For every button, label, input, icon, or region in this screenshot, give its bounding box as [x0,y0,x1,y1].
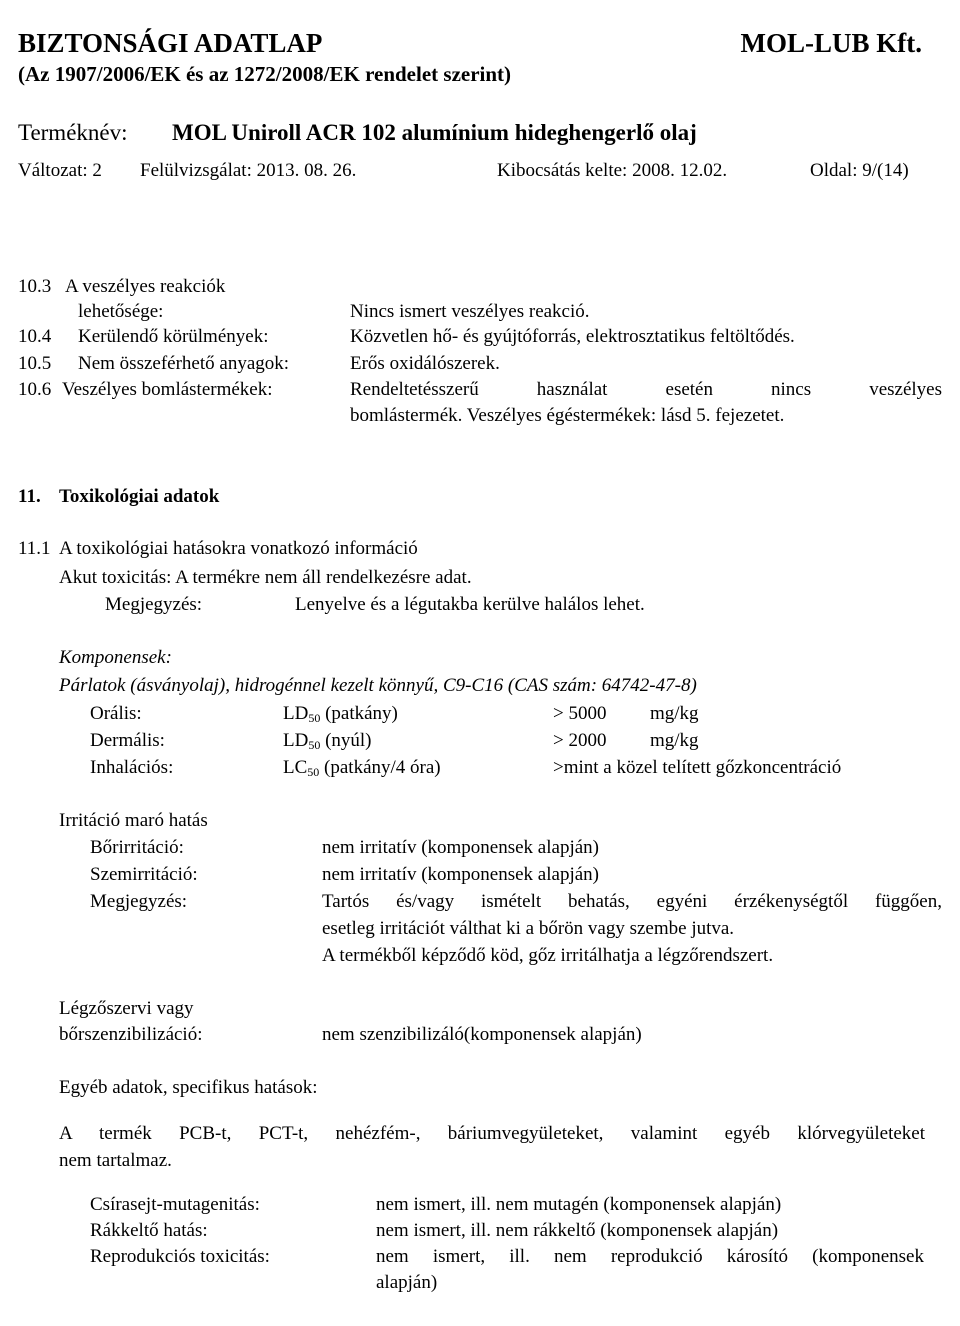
components-label: Komponensek: [59,647,172,668]
tox-value: > 5000 [553,703,607,724]
route-label: Inhalációs: [90,757,174,778]
mutagenicity-value: nem ismert, ill. nem mutagén (komponensek alapján) [376,1194,782,1215]
item-number: 10.6 [18,379,52,400]
item-value: bomlástermék. Veszélyes égéstermékek: lásd 5. fejezetet. [350,405,785,426]
tox-unit: mg/kg [650,703,699,724]
subsection-number: 11.1 [18,538,51,559]
section-title: Toxikológiai adatok [59,486,220,507]
reproductive-toxicity-value: alapján) [376,1272,438,1293]
item-label: Nem összeférhető anyagok: [78,353,290,374]
irritation-note: A termékből képződő köd, gőz irritálhatja a légzőrendszert. [322,945,774,966]
company-name: MOL-LUB Kft. [740,28,922,58]
section-number: 11. [18,486,41,507]
route-label: Orális: [90,703,142,724]
reproductive-toxicity-value: nem ismert, ill. nem reprodukció károsító (komponensek [376,1246,924,1267]
item-number: 10.5 [18,353,52,374]
skin-irritation-value: nem irritatív (komponensek alapján) [322,837,599,858]
irritation-title: Irritáció maró hatás [59,810,208,831]
issue-date: Kibocsátás kelte: 2008. 12.02. [497,160,728,181]
mutagenicity-label: Csírasejt-mutagenitás: [90,1194,260,1215]
test-type: $LD_{50}$ (nyúl) [283,730,372,752]
eye-irritation-label: Szemirritáció: [90,864,198,885]
item-number: 10.4 [18,326,52,347]
other-data-text: A termék PCB-t, PCT-t, nehézfém-, báriumvegyületeket, valamint egyéb klórvegyületeket [59,1123,925,1144]
irritation-note-label: Megjegyzés: [90,891,188,912]
other-data-title: Egyéb adatok, specifikus hatások: [59,1077,318,1098]
component-name: Párlatok (ásványolaj), hidrogénnel kezelt könnyű, C9-C16 (CAS szám: 64742-47-8) [59,675,697,696]
item-value: Erős oxidálószerek. [350,353,500,374]
version: Változat: 2 [18,160,102,181]
tox-value: > 2000 [553,730,607,751]
other-data-text: nem tartalmaz. [59,1150,172,1171]
tox-unit: mg/kg [650,730,699,751]
regulation-subtitle: (Az 1907/2006/EK és az 1272/2008/EK rendelet szerint) [18,62,512,86]
sensitization-value: nem szenzibilizáló(komponensek alapján) [322,1024,642,1045]
tox-value: >mint a közel telített gőzkoncentráció [553,757,842,778]
test-type: $LC_{50}$ (patkány/4 óra) [283,757,441,779]
sensitization-label: bőrszenzibilizáció: [59,1024,203,1045]
item-label: A veszélyes reakciók [65,276,226,297]
carcinogenicity-value: nem ismert, ill. nem rákkeltő (komponensek alapján) [376,1220,779,1241]
product-label: Terméknév: [18,120,128,145]
page-number: Oldal: 9/(14) [810,160,909,181]
subsection-title: A toxikológiai hatásokra vonatkozó információ [59,538,418,559]
acute-toxicity: Akut toxicitás: A termékre nem áll rendelkezésre adat. [59,567,472,588]
product-name: MOL Uniroll ACR 102 alumínium hideghengerlő olaj [172,120,697,145]
test-type: $LD_{50}$ (patkány) [283,703,398,725]
irritation-note: Tartós és/vagy ismételt behatás, egyéni érzékenységtől függően, [322,891,942,912]
route-label: Dermális: [90,730,165,751]
item-label: Kerülendő körülmények: [78,326,269,347]
skin-irritation-label: Bőrirritáció: [90,837,184,858]
document-title: BIZTONSÁGI ADATLAP [18,28,323,58]
sensitization-label: Légzőszervi vagy [59,998,194,1019]
note-label: Megjegyzés: [105,594,203,615]
item-number: 10.3 [18,276,52,297]
item-label: Veszélyes bomlástermékek: [62,379,273,400]
item-value: Rendeltetésszerű használat esetén nincs veszélyes [350,379,942,400]
item-value: Nincs ismert veszélyes reakció. [350,301,590,322]
item-label: lehetősége: [78,301,164,322]
reproductive-toxicity-label: Reprodukciós toxicitás: [90,1246,270,1267]
eye-irritation-value: nem irritatív (komponensek alapján) [322,864,599,885]
revision-date: Felülvizsgálat: 2013. 08. 26. [140,160,357,181]
irritation-note: esetleg irritációt válthat ki a bőrön vagy szembe jutva. [322,918,735,939]
note-value: Lenyelve és a légutakba kerülve halálos lehet. [295,594,645,615]
item-value: Közvetlen hő- és gyújtóforrás, elektrosztatikus feltöltődés. [350,326,795,347]
carcinogenicity-label: Rákkeltő hatás: [90,1220,208,1241]
